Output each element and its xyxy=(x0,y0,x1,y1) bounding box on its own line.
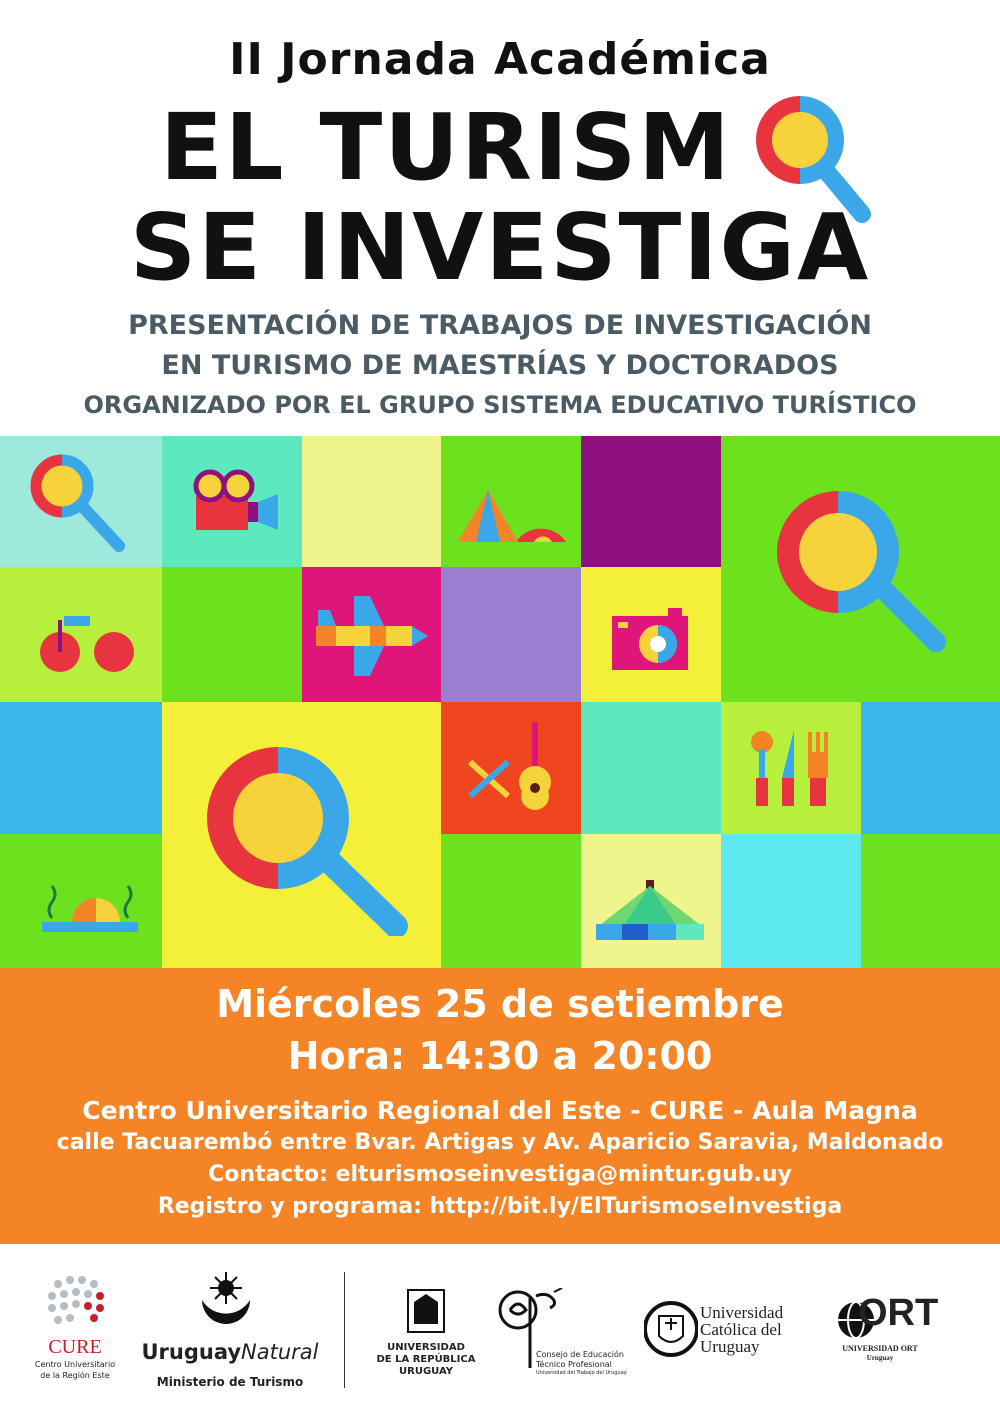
uruguay-natural-b: Natural xyxy=(241,1340,319,1364)
grid-cell xyxy=(861,702,1000,834)
ucu-line-1: Universidad xyxy=(700,1303,784,1322)
uruguay-natural-logo xyxy=(130,1340,330,1364)
udelar-line-3: URUGUAY xyxy=(399,1366,453,1377)
cutlery-icon xyxy=(748,728,832,808)
udelar-line-2: DE LA REPÚBLICA xyxy=(376,1354,476,1365)
guitar-icon xyxy=(464,722,560,814)
airplane-icon xyxy=(316,596,428,676)
tent-icon xyxy=(456,486,568,548)
udelar-building-icon xyxy=(404,1288,448,1334)
grid-cell xyxy=(0,702,162,834)
title-line-1-text: EL TURISM xyxy=(160,94,732,201)
title-line-2: SE INVESTIGA xyxy=(129,194,871,301)
cetp-line-2: Técnico Profesional xyxy=(536,1360,612,1369)
cetp-line-1: Consejo de Educación xyxy=(536,1350,624,1359)
bicycle-icon xyxy=(40,610,136,674)
event-registration-link[interactable]: Registro y programa: http://bit.ly/ElTurismoseInvestiga xyxy=(157,1194,843,1219)
film-camera-icon xyxy=(186,466,282,536)
event-address: calle Tacuarembó entre Bvar. Artigas y Av. Aparicio Saravia, Maldonado xyxy=(56,1130,944,1155)
magnifier-icon xyxy=(768,484,950,654)
event-time: Hora: 14:30 a 20:00 xyxy=(287,1034,713,1078)
grid-cell xyxy=(302,436,441,567)
uruguay-natural-a: Uruguay xyxy=(141,1340,242,1364)
udelar-line-1: UNIVERSIDAD xyxy=(387,1342,465,1353)
grid-cell xyxy=(721,834,861,968)
icon-grid xyxy=(0,436,1000,968)
ministerio-turismo: Ministerio de Turismo xyxy=(156,1375,304,1389)
uruguay-natural-sun-icon xyxy=(196,1270,256,1332)
magnifier-icon xyxy=(196,736,410,936)
presentation-line-2: EN TURISMO DE MAESTRÍAS Y DOCTORADOS xyxy=(161,350,839,381)
cure-sub-1: Centro Universitario xyxy=(34,1360,116,1369)
grid-cell xyxy=(861,834,1000,968)
grid-cell xyxy=(581,702,721,834)
cure-logo-icon xyxy=(44,1274,108,1334)
cure-sub-2: de la Región Este xyxy=(40,1371,110,1380)
sunset-icon xyxy=(38,866,140,938)
grid-cell xyxy=(441,834,581,968)
magnifier-icon xyxy=(24,448,134,558)
organizer-line: ORGANIZADO POR EL GRUPO SISTEMA EDUCATIVO TURÍSTICO xyxy=(83,391,917,419)
ucu-seal-icon xyxy=(644,1296,698,1362)
photo-camera-icon xyxy=(608,608,692,672)
ort-line-1: UNIVERSIDAD ORT xyxy=(842,1344,918,1353)
ort-wordmark: ORT xyxy=(858,1292,939,1334)
event-info xyxy=(0,968,1000,1244)
cetp-line-3: Universidad del Trabajo del Uruguay xyxy=(536,1370,627,1376)
event-subtitle: II Jornada Académica xyxy=(229,34,771,85)
cure-name: CURE xyxy=(48,1336,102,1358)
grid-cell xyxy=(581,436,721,567)
title-line-1 xyxy=(160,94,732,201)
grid-cell xyxy=(441,567,581,702)
hut-icon xyxy=(592,880,708,944)
presentation-line-1: PRESENTACIÓN DE TRABAJOS DE INVESTIGACIÓN xyxy=(128,310,872,341)
logo-divider xyxy=(344,1272,345,1388)
ort-line-2: Uruguay xyxy=(866,1354,894,1362)
sponsor-logos xyxy=(0,1244,1000,1414)
event-contact[interactable]: Contacto: elturismoseinvestiga@mintur.gub.uy xyxy=(208,1162,792,1187)
event-date: Miércoles 25 de setiembre xyxy=(216,982,784,1026)
ucu-line-2: Católica del xyxy=(700,1320,782,1339)
event-venue: Centro Universitario Regional del Este - CURE - Aula Magna xyxy=(82,1096,918,1125)
grid-cell xyxy=(162,567,302,702)
ucu-line-3: Uruguay xyxy=(700,1337,760,1356)
